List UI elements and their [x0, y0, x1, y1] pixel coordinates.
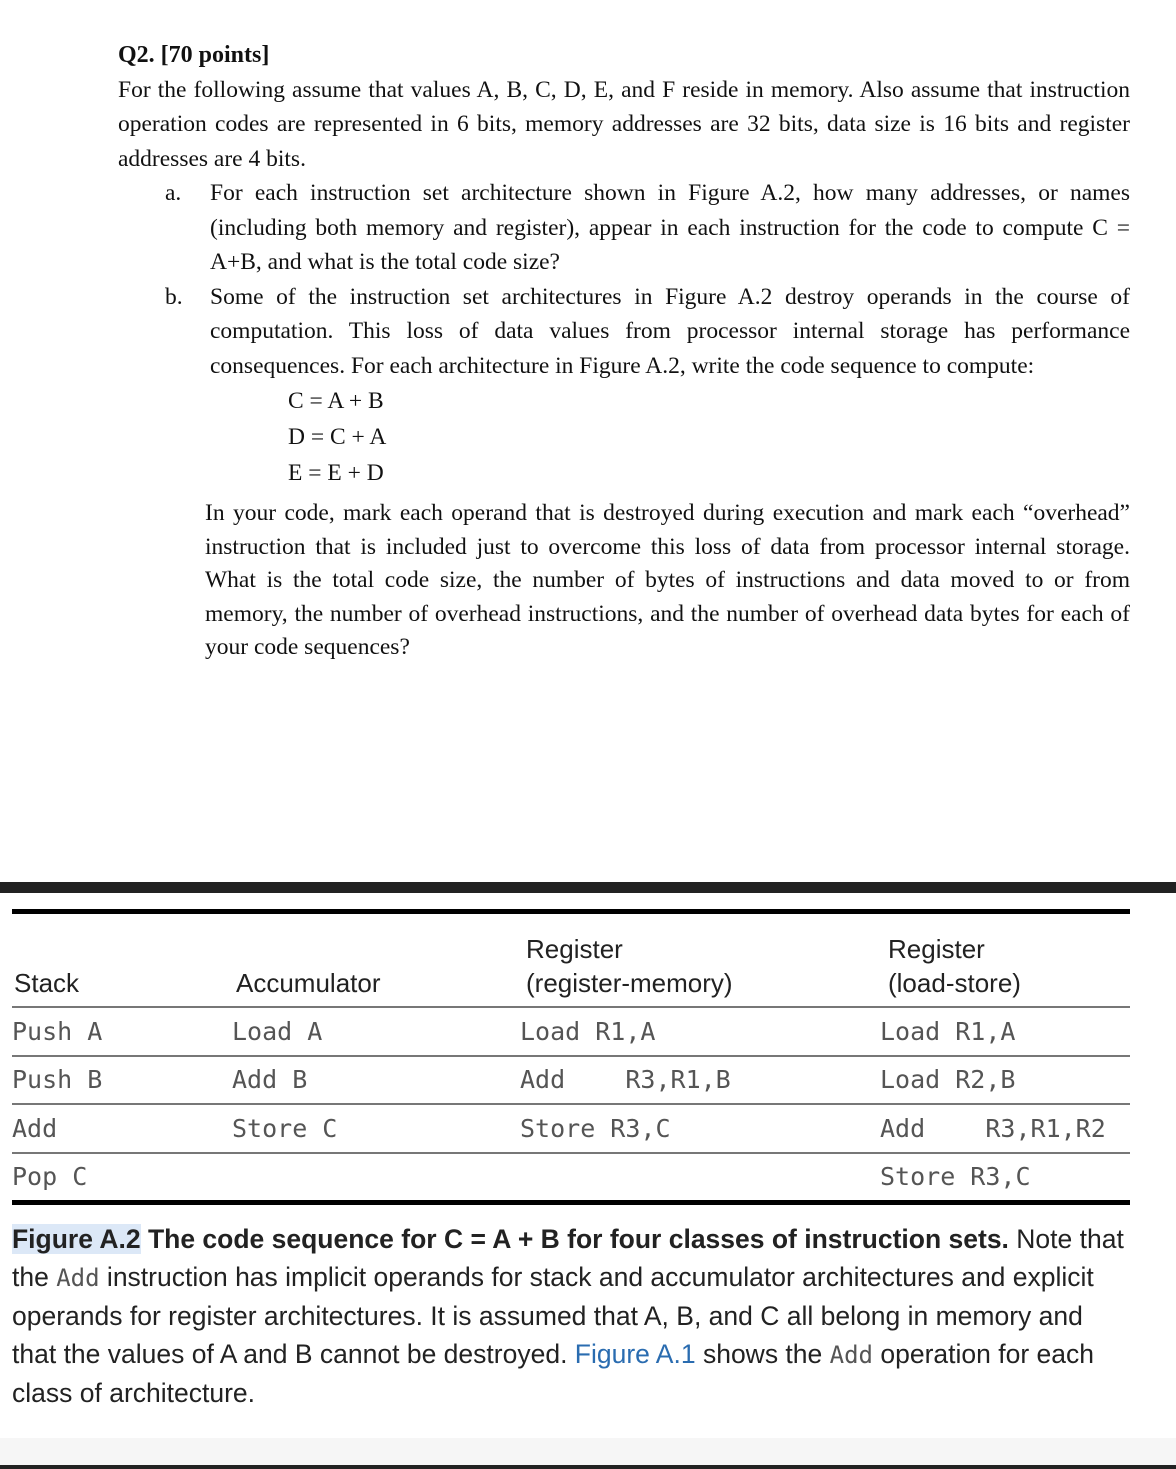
footer-area [0, 1438, 1176, 1465]
table-row: Push B Add B Add R3,R1,B Load R2,B [12, 1055, 1130, 1104]
figure-label: Figure A.2 [12, 1224, 141, 1254]
part-a-label: a. [165, 180, 182, 206]
question-title: Q2. [70 points] [118, 42, 270, 68]
table-row: Push A Load A Load R1,A Load R1,A [12, 1006, 1130, 1055]
part-b-label: b. [165, 283, 183, 310]
table-row: Add Store C Store R3,C Add R3,R1,R2 [12, 1103, 1130, 1152]
equation: D = C + A [288, 424, 387, 450]
equation: E = E + D [288, 460, 384, 486]
equation: C = A + B [288, 388, 384, 414]
footer-bar [0, 1465, 1176, 1469]
header-register-memory: Register (register-memory) [526, 934, 733, 998]
page-divider [0, 882, 1176, 893]
question-intro: For the following assume that values A, B, C, D, E, and F reside in memory. Also assume that instruction operation codes are represented in 6 bits, memory addresses are 32 bits, data size is 16 bits and register addresses are 4 bits. [118, 76, 1130, 172]
part-a-text: For each instruction set architecture shown in Figure A.2, how many addresses, or names (including both memory and register), appear in each instruction for the code to compute C = A+B, and what is the total code size? [210, 180, 1130, 275]
part-b [118, 280, 1130, 384]
figure-caption: Figure A.2 The code sequence for C = A + B for four classes of instruction sets. Note that the Add instruction has implicit operands for stack and accumulator architectures and explicit operands for register architectures. It is assumed that A, B, and C all belong in memory and that the values of A and B cannot be destroyed. Figure A.1 shows the Add operation for each class of architecture. [12, 1224, 1124, 1408]
header-accumulator: Accumulator [236, 968, 381, 998]
part-a [118, 176, 1130, 280]
part-b-text: Some of the instruction set architectures in Figure A.2 destroy operands in the course of computation. This loss of data values from processor internal storage has performance consequences. For each architecture in Figure A.2, write the code sequence to compute: [210, 283, 1130, 379]
table-header [12, 914, 1130, 1006]
header-stack: Stack [14, 968, 80, 998]
table-row: Pop C Store R3,C [12, 1152, 1130, 1201]
bottom-rule [12, 1200, 1130, 1205]
header-load-store: Register (load-store) [888, 934, 1021, 998]
figure-table [12, 909, 1130, 1205]
figure-a1-link[interactable]: Figure A.1 [574, 1339, 696, 1369]
code-add: Add [56, 1264, 100, 1292]
followup-text: In your code, mark each operand that is destroyed during execution and mark each “overhead” instruction that is included just to overcome this loss of data from processor internal storage. What is the total code size, the number of bytes of instructions and data moved to or from memory, the number of overhead instructions, and the number of overhead data bytes for each of your code sequences? [205, 500, 1130, 660]
question-block [118, 38, 1130, 665]
code-add: Add [829, 1341, 873, 1369]
